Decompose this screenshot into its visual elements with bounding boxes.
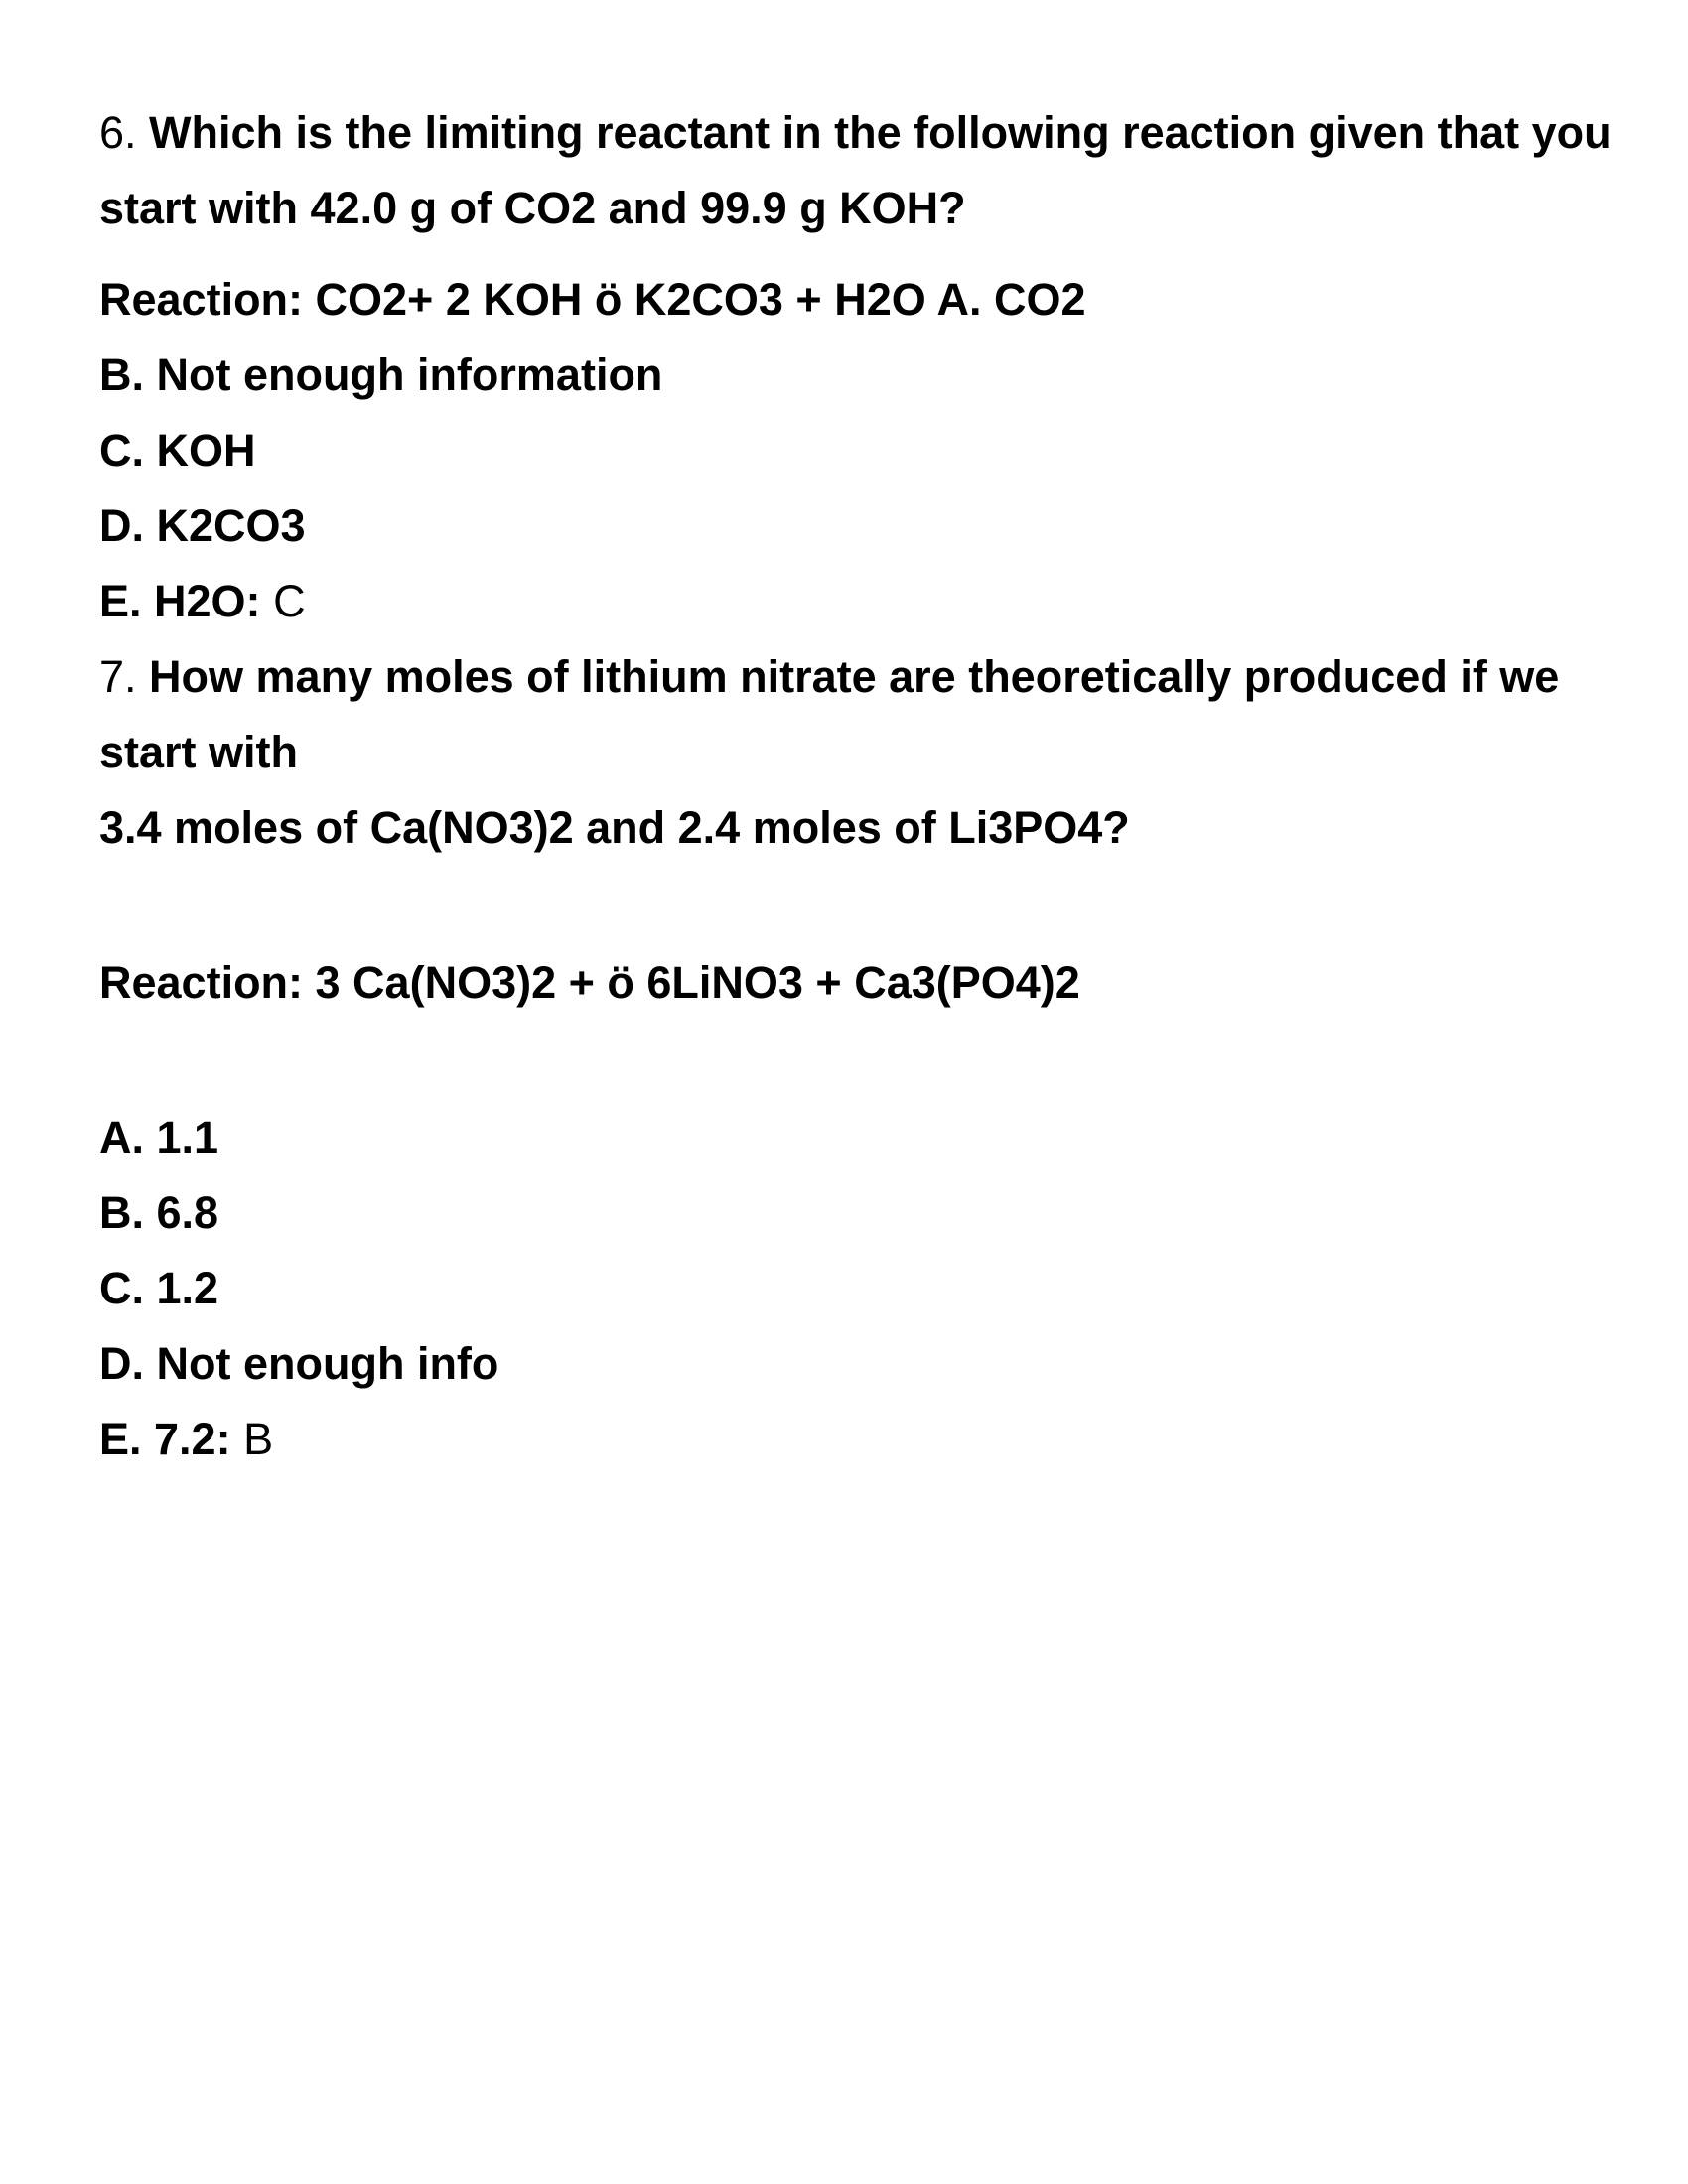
question-7-line-3: 3.4 moles of Ca(NO3)2 and 2.4 moles of Li3PO4? [99,802,1130,853]
question-7-reaction: Reaction: 3 Ca(NO3)2 + ö 6LiNO3 + Ca3(PO4)2 [99,957,1080,1008]
question-6-answer: C [273,576,306,626]
question-6-option-c: C. KOH [99,425,256,476]
question-7-option-e-label: E. 7.2: [99,1414,231,1464]
question-7-option-d: D. Not enough info [99,1338,499,1389]
document-page [99,95,1612,1477]
question-7-line-2: start with [99,727,299,777]
question-6-number: 6. [99,107,137,158]
question-6-text: Which is the limiting reactant in the following reaction given that you [149,107,1612,158]
question-6-option-b: B. Not enough information [99,349,663,400]
question-7-line-1 [99,639,1609,715]
question-6-option-e-label: E. H2O: [99,576,261,626]
question-7-number: 7. [99,651,137,702]
question-7-option-c: C. 1.2 [99,1263,219,1313]
question-6-line-2: start with 42.0 g of CO2 and 99.9 g KOH? [99,183,966,233]
question-7-option-b: B. 6.8 [99,1187,219,1238]
question-7-answer: B [243,1414,274,1464]
question-6-option-d: D. K2CO3 [99,500,306,551]
question-6-option-e [99,564,1609,639]
question-6-line-1 [99,95,1612,171]
question-7-option-e [99,1402,1609,1477]
question-7-text: How many moles of lithium nitrate are theoretically produced if we [149,651,1560,702]
question-7-option-a: A. 1.1 [99,1112,219,1162]
question-6-reaction: Reaction: CO2+ 2 KOH ö K2CO3 + H2O A. CO2 [99,274,1086,325]
